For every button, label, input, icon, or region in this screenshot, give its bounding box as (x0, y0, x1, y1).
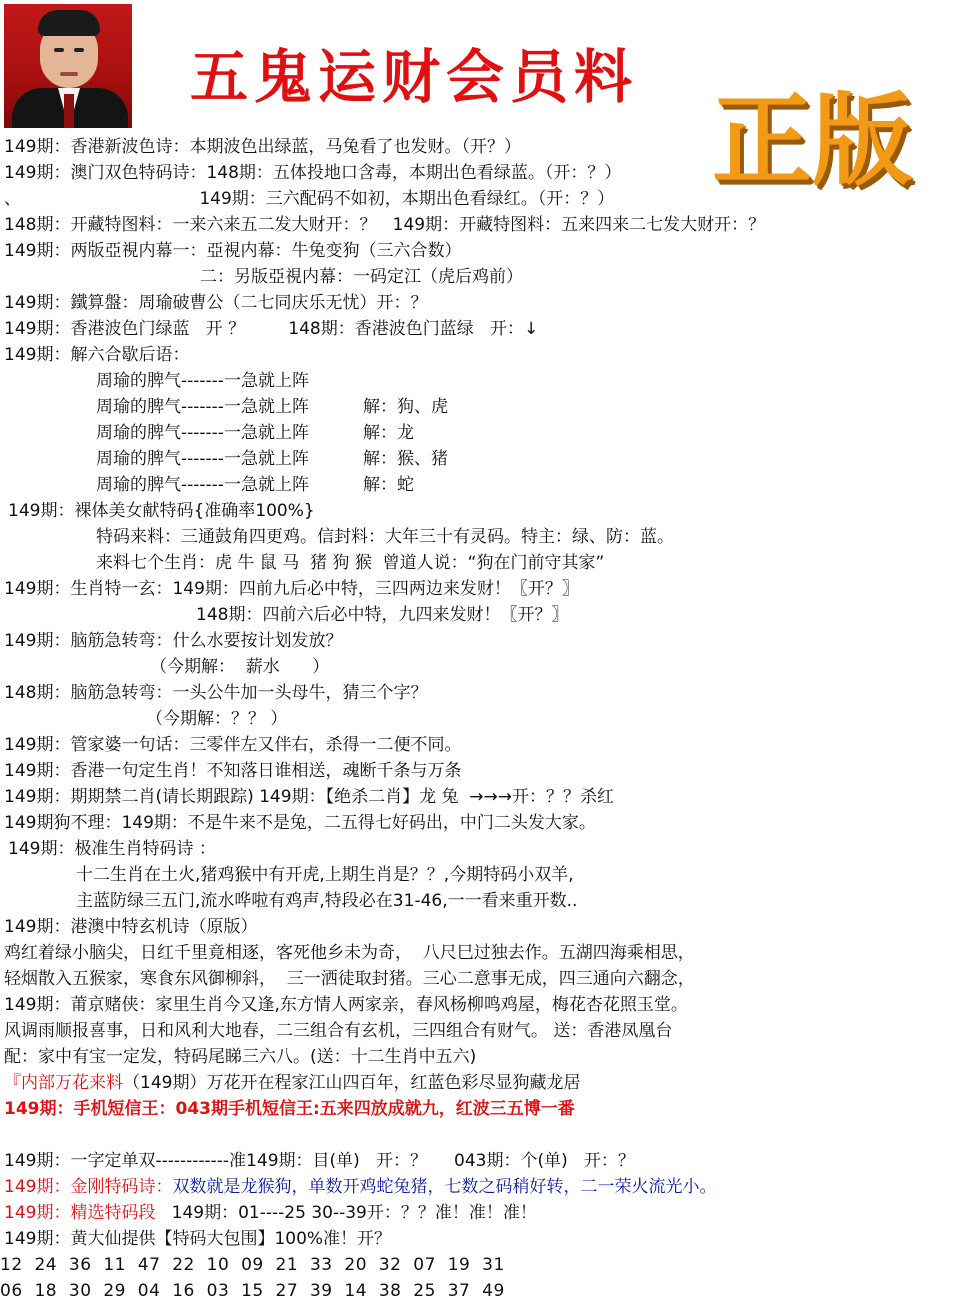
text-line: 149期：澳门双色特码诗：148期：五体投地口含毒，本期出色看绿蓝。（开：？） (4, 163, 622, 183)
text-line: （今期解：？？ ） (146, 709, 288, 729)
text-line: 主蓝防绿三五门,流水哗啦有鸡声,特段必在31-46,一一看来重开数.. (76, 891, 578, 911)
text-line: 148期：脑筋急转弯：一头公牛加一头母牛，猜三个字？ (4, 683, 428, 703)
text-line: （今期解： 薪水 ） (150, 657, 330, 677)
text-line: 周瑜的脾气-------一急就上阵 解：猴、猪 (96, 449, 448, 469)
portrait-photo (4, 4, 132, 128)
text-line: 149期：生肖特一玄：149期：四前九后必中特，三四两边来发财！〖开？〗 (4, 579, 579, 599)
portrait-eye-right (74, 48, 84, 52)
text-line: 二：另版亞視内幕：一码定江（虎后鸡前） (200, 267, 523, 287)
sms-line: 149期：手机短信王：043期手机短信王:五来四放成就九，红波三五博一番 (4, 1099, 575, 1119)
jingxuan-text: 149期：01----25 30--39开：？？准！准！准！ (155, 1203, 537, 1223)
text-line: 鸡红着绿小脑尖，日红千里竟相逐，客死他乡未为奇， 八尺巳过独去作。五湖四海乘相思， (4, 943, 695, 963)
wanhua-text: （149期）万花开在程家江山四百年，红蓝色彩尽显狗藏龙居 (123, 1073, 581, 1093)
text-line: 149期：管家婆一句话：三零伴左又伴右，杀得一二便不同。 (4, 735, 462, 755)
text-line: 十二生肖在土火,猪鸡猴中有开虎,上期生肖是？？,今期特码小双羊, (76, 865, 574, 885)
jingang-line (4, 1175, 716, 1199)
text-line: 149期：鐵算盤：周瑜破曹公（二七同庆乐无忧）开：？ (4, 293, 428, 313)
text-line: 149期：香港新波色诗：本期波色出绿蓝，马兔看了也发财。（开？） (4, 137, 521, 157)
text-line: 149期：极准生肖特码诗 ： (8, 839, 216, 859)
portrait-tie (64, 94, 74, 128)
portrait-hair (38, 10, 100, 36)
text-line: 配：家中有宝一定发，特码尾睇三六八。(送：十二生肖中五六) (4, 1047, 477, 1067)
text-line: 149期：港澳中特玄机诗（原版） (4, 917, 258, 937)
text-line: 149期：两版亞視内幕一：亞視内幕：牛兔变狗（三六合数） (4, 241, 462, 261)
text-line: 149期：解六合歇后语： (4, 345, 190, 365)
text-line: 来料七个生肖：虎 牛 鼠 马 猪 狗 猴 曾道人说：“狗在门前守其家” (96, 553, 605, 573)
wanhua-line (4, 1071, 580, 1095)
jingang-label: 149期：金刚特码诗： (4, 1177, 173, 1197)
text-line: 149期狗不理：149期：不是牛来不是兔，二五得七好码出，中门二头发大家。 (4, 813, 596, 833)
text-line: 风调雨顺报喜事，日和风利大地春，二三组合有玄机，三四组合有财气。 送：香港凤凰台 (4, 1021, 673, 1041)
jingxuan-line (4, 1201, 537, 1225)
number-row-2: 06 18 30 29 04 16 03 15 27 39 14 38 25 37 49 (0, 1281, 505, 1301)
text-line: 周瑜的脾气-------一急就上阵 解：龙 (96, 423, 414, 443)
genuine-badge: 正版 (712, 82, 912, 199)
text-line: 149期：脑筋急转弯：什么水要按计划发放？ (4, 631, 343, 651)
text-line: 周瑜的脾气-------一急就上阵 解：狗、虎 (96, 397, 448, 417)
portrait-eye-left (54, 48, 64, 52)
text-line: 149期：香港一句定生肖！不知落日谁相送，魂断千条与万条 (4, 761, 462, 781)
text-line: 149期：香港波色门绿蓝 开 ？ 148期：香港波色门蓝绿 开：↓ (4, 319, 539, 339)
text-line: 148期：开藏特图料：一来六来五二发大财开：？ 149期：开藏特图料：五来四来二七发大财开：？ (4, 215, 766, 235)
wanhua-label: 『内部万花来料 (4, 1073, 123, 1093)
text-line: 周瑜的脾气-------一急就上阵 (96, 371, 309, 391)
jingxuan-label: 149期：精选特码段 (4, 1203, 156, 1223)
number-row-1: 12 24 36 11 47 22 10 09 21 33 20 32 07 19 31 (0, 1255, 505, 1275)
text-line: 149期：莆京赌侠：家里生肖今又逢,东方情人两家亲，春风杨柳鸣鸡屋，梅花杏花照玉堂。 (4, 995, 688, 1015)
text-line: 148期：四前六后必中特，九四来发财！〖开？〗 (196, 605, 569, 625)
text-line: 轻烟散入五猴家，寒食东风御柳斜， 三一洒徒取封猪。三心二意事无成，四三通向六翻念， (4, 969, 695, 989)
text-line: 、 149期：三六配码不如初，本期出色看绿红。（开：？） (4, 189, 615, 209)
text-line: 特码来料：三通鼓角四更鸡。信封料：大年三十有灵码。特主：绿、防：蓝。 (96, 527, 674, 547)
jingang-text: 双数就是龙猴狗，单数开鸡蛇兔猪，七数之码稍好转，二一荣火流光小。 (172, 1177, 717, 1197)
portrait-mouth (60, 72, 78, 76)
text-line: 149期：一字定单双------------准149期：目(单) 开：？ 043期：个(单) 开：？ (4, 1151, 635, 1171)
text-line: 149期：裸体美女献特码{准确率100%} (8, 501, 315, 521)
text-line: 149期：期期禁二肖(请长期跟踪) 149期：【绝杀二肖】龙 兔 →→→开：？？杀红 (4, 787, 615, 807)
text-line: 149期：黄大仙提供【特码大包围】100%准！开？ (4, 1229, 392, 1249)
text-line: 周瑜的脾气-------一急就上阵 解：蛇 (96, 475, 414, 495)
page-title: 五鬼运财会员料 (190, 43, 639, 111)
